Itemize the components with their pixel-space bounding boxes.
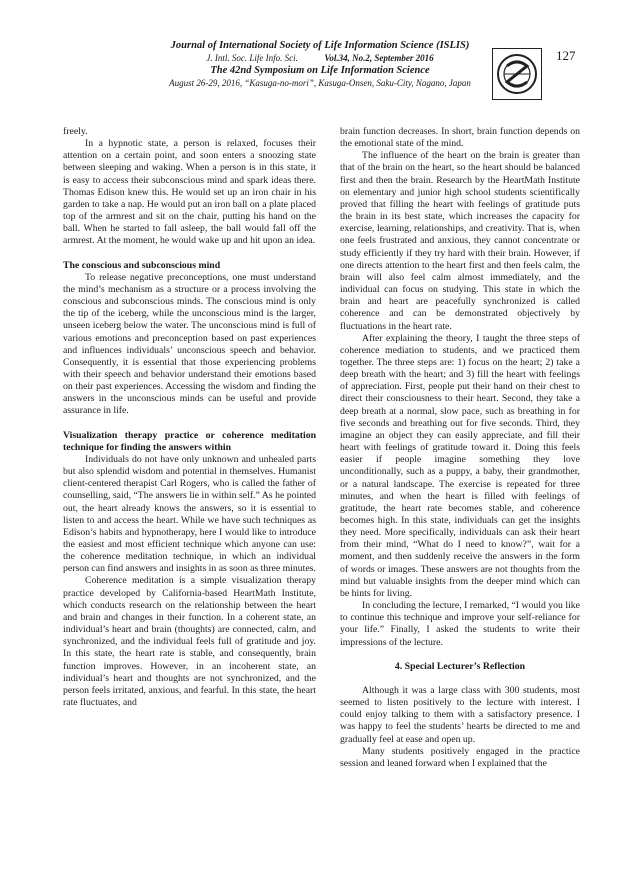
left-column	[63, 126, 316, 709]
paragraph-many: Many students positively engaged in the practice session and leaned forward when I explained that the	[340, 745, 580, 769]
paragraph-hypnotic: In a hypnotic state, a person is relaxed, focuses their attention on a certain point, and soon enters a snoozing state between sleeping and waking. When a person is in this state, it is easy to access their subconscious mind and spark ideas there. Thomas Edison knew this. He would set up an iron chair in his garden to take a nap. He would put an iron ball on a plate placed top of the armrest and sit on the chair, putting his hand on the ball. When he started to fall asleep, the ball would fall off the armrest. At the moment, he would wake up and hit upon an idea.	[63, 138, 316, 247]
volume-info: Vol.34, No.2, September 2016	[324, 53, 434, 63]
citation-line	[150, 53, 490, 63]
paragraph-conscious: To release negative preconceptions, one must understand the mind’s mechanism as a structure or a process involving the conscious and subconscious minds. The conscious mind is only the tip of the iceberg, while the unconscious mind is the larger, unseen iceberg below the water. The unconscious mind is full of various emotions and preconception based on past experiences and influences individuals’ unconscious speech and behavior. Consequently, it is essential that those experiencing problems with their speech and behavior understand their emotions based on their past experiences. Accessing the wisdom and finding the answers in the unconscious minds can be useful and provide assurance in life.	[63, 271, 316, 417]
paragraph-although: Although it was a large class with 300 students, most seemed to listen positively to the lecture with interest. I could enjoy talking to them with a satisfactory presence. I was happy to feel the students’ hearts be directed to me and gradually feel at ease and open up.	[340, 684, 580, 745]
heading-section-4: 4. Special Lecturer’s Reflection	[394, 660, 526, 672]
paragraph-freely: freely.	[63, 126, 88, 137]
paragraph-influence: The influence of the heart on the brain is greater than that of the brain on the heart, so the heart should be balanced first and then the brain. Research by the HeartMath Institute on elementary and junior high school students scientifically proved that filling the heart with feelings of gratitude puts the brain in its best state, which increases the capacity for exercise, learning, relationships, and creativity. That is, when one feels frustrated and anxious, they cannot concentrate or study efficiently if they try hard with their brain. However, if one directs attention to the heart first and then feels calm, the brain will also feel calm almost immediately, and the individual can focus on studying. This state in which the brain and heart are peacefully synchronized is called coherence and can be demonstrated objectively by fluctuations in the heart rate.	[340, 150, 580, 332]
paragraph-after: After explaining the theory, I taught the three steps of coherence mediation to students, and we practiced them together. The three steps are: 1) focus on the heart; 2) take a deep breath with the heart; and 3) fill the heart with feelings of appreciation. First, people put their hand on their chest to direct their consciousness to their heart. Second, they take a deep breath at a normal, slow pace, such as breathing in for five seconds and breathing out for five seconds. Third, they imagine an object they can easily appreciate, and fill their heart with feelings of gratitude toward it. Doing this feels easier if people imagine something they love unconditionally, such as a puppy, a baby, their grandmother, or a natural landscape. The exercise is repeated for three minutes, and when the heart is filled with feelings of gratitude, the heart rate becomes stable, and coherence becomes high. In this state, individuals can get the insights they need. More specifically, individuals can ask their heart from their mind, “What do I need to know?”, wait for a moment, and then suddenly receive the answers in the form of words or images. These answers are not thoughts from the mind but valuable insights from the deeper mind which can be hints for living.	[340, 332, 580, 599]
citation-abbrev: J. Intl. Soc. Life Info. Sci.	[206, 53, 298, 63]
heading-conscious-mind: The conscious and subconscious mind	[63, 259, 221, 271]
paragraph-brain: brain function decreases. In short, brain function depends on the emotional state of the mind.	[340, 126, 580, 150]
page-header	[0, 40, 638, 110]
heading-visualization: Visualization therapy practice or coherence meditation technique for finding the answers within	[63, 429, 316, 453]
page-number: 127	[556, 48, 576, 63]
symposium-details: August 26-29, 2016, “Kasuga-no-mori”, Kasuga-Onsen, Saku-City, Nagano, Japan	[169, 78, 471, 88]
right-column	[340, 126, 580, 770]
journal-title: Journal of International Society of Life Information Science (ISLIS)	[170, 40, 470, 51]
symposium-title: The 42nd Symposium on Life Information Science	[210, 65, 430, 76]
paragraph-individuals: Individuals do not have only unknown and unhealed parts but also splendid wisdom and potential in themselves. Humanist client-centered therapist Carl Rogers, who is called the father of counselling, said, “The answers lie in within self.” As he pointed out, the heart already knows the answers, so it is essential to listen to and access the heart. While we have such techniques as Edison’s habits and hypnotherapy, here I would like to introduce the easiest and most efficient technique which anyone can use: the coherence meditation technique, in which an individual person can find answers and insights in as soon as three minutes.	[63, 453, 316, 575]
paragraph-coherence: Coherence meditation is a simple visualization therapy practice developed by California-based HeartMath Institute, which conducts research on the relationship between the heart and brain and changes in their function. In a coherent state, an individual’s heart and brain (thoughts) are connected, calm, and synchronized, and the individual feels full of gratitude and joy. In this state, the heart rate is stable, and consequently, brain function improves. However, in an incoherent state, an individual’s heart and thoughts are not synchronized, and the person feels irritated, anxious, and fearful. In this state, the heart rate fluctuates, and	[63, 575, 316, 709]
islis-logo-icon	[492, 48, 542, 100]
paragraph-concluding: In concluding the lecture, I remarked, “I would you like to continue this technique and improve your self-reliance for your life.” Finally, I asked the students to write their impressions of the lecture.	[340, 600, 580, 648]
